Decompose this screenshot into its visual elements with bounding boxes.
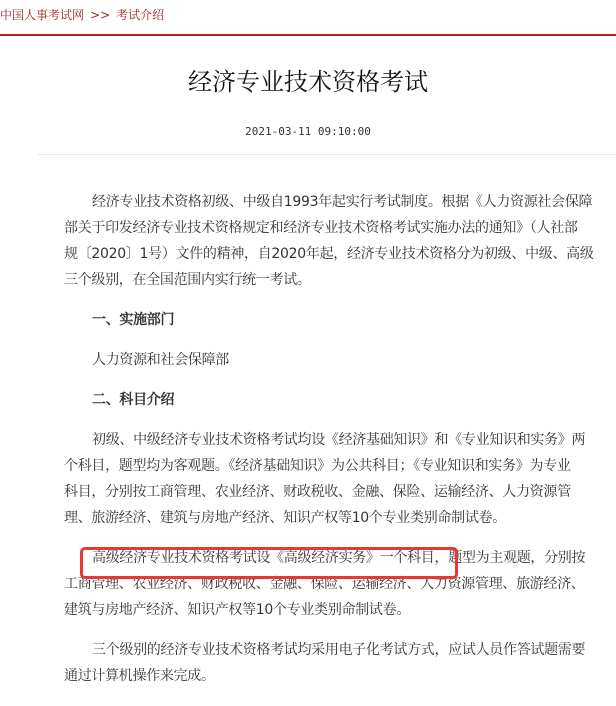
highlight-annotation-box xyxy=(80,547,458,579)
article-body xyxy=(64,189,604,689)
breadcrumb-current-link[interactable]: 考试介绍 xyxy=(116,8,165,22)
paragraph-line: 工商管理、农业经济、财政税收、金融、保险、运输经济、人力资源管理、旅游经济、 xyxy=(64,576,585,592)
paragraph-line: 理、旅游经济、建筑与房地产经济、知识产权等10个专业类别命制试卷。 xyxy=(64,510,506,526)
paragraph-line: 初级、中级经济专业技术资格考试均设《经济基础知识》和《专业知识和实务》两 xyxy=(92,432,586,448)
paragraph-line: 三个级别的经济专业技术资格考试均采用电子化考试方式，应试人员作答试题需要 xyxy=(92,642,586,658)
paragraph-line: 人力资源和社会保障部 xyxy=(92,352,229,368)
paragraph-line: 通过计算机操作来完成。 xyxy=(64,668,215,684)
paragraph-line: 部关于印发经济专业技术资格规定和经济专业技术资格考试实施办法的通知》（人社部 xyxy=(64,220,578,236)
title-divider xyxy=(38,154,616,155)
article-title: 经济专业技术资格考试 xyxy=(188,68,428,96)
section-heading-subjects: 二、科目介绍 xyxy=(92,392,175,408)
paragraph-line: 个科目，题型均为客观题。《经济基础知识》为公共科目；《专业知识和实务》为专业 xyxy=(64,458,571,474)
paragraph-line: 三个级别，在全国范围内实行统一考试。 xyxy=(64,272,311,288)
paragraph-line: 高级经济专业技术资格考试设《高级经济实务》一个科目，题型为主观题，分别按 xyxy=(92,550,586,566)
breadcrumb-home-link[interactable]: 中国人事考试网 xyxy=(0,8,85,22)
breadcrumb xyxy=(0,0,616,36)
paragraph-line: 经济专业技术资格初级、中级自1993年起实行考试制度。根据《人力资源社会保障 xyxy=(92,194,593,210)
paragraph-line: 科目，分别按工商管理、农业经济、财政税收、金融、保险、运输经济、人力资源管 xyxy=(64,484,571,500)
breadcrumb-separator: >> xyxy=(90,8,111,22)
section-heading-department: 一、实施部门 xyxy=(92,312,175,328)
paragraph-line: 建筑与房地产经济、知识产权等10个专业类别命制试卷。 xyxy=(64,602,411,618)
article-date: 2021-03-11 09:10:00 xyxy=(245,125,371,138)
paragraph-line: 规〔2020〕1号）文件的精神，自2020年起，经济专业技术资格分为初级、中级、高级 xyxy=(64,246,594,262)
